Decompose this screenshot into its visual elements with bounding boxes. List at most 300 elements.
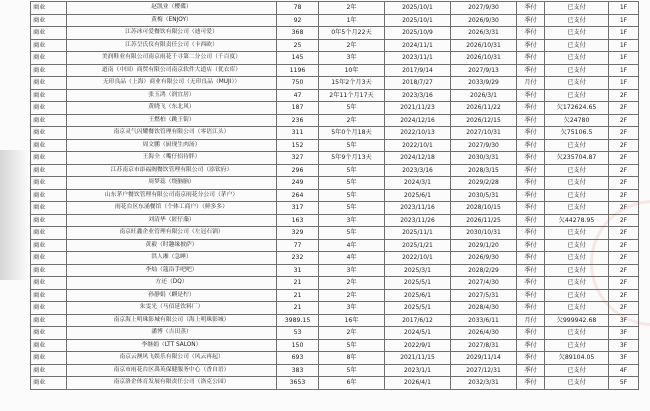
floor-cell: 2F bbox=[609, 152, 639, 165]
payment-status-cell: 已支付 bbox=[545, 277, 609, 290]
end-date-cell: 2026/10/31 bbox=[451, 52, 517, 65]
lease-term-cell: 3年 bbox=[319, 214, 385, 227]
end-date-cell: 2027/9/13 bbox=[451, 64, 517, 77]
type-cell: 商业 bbox=[31, 14, 67, 27]
lease-term-cell: 5年 bbox=[319, 202, 385, 215]
floor-cell: 3F bbox=[609, 352, 639, 365]
lease-term-cell: 2年11个月17天 bbox=[319, 89, 385, 102]
end-date-cell: 2030/3/31 bbox=[451, 152, 517, 165]
payment-cycle-cell: 季付 bbox=[517, 214, 545, 227]
payment-cycle-cell: 季付 bbox=[517, 264, 545, 277]
floor-cell: 1F bbox=[609, 39, 639, 52]
lease-term-cell: 3年 bbox=[319, 52, 385, 65]
payment-cycle-cell: 季付 bbox=[517, 377, 545, 390]
tenant-name-cell: 江苏呈氏仪有限责任公司（卡西欧） bbox=[67, 39, 277, 52]
lease-table-body bbox=[31, 2, 639, 390]
area-cell: 3653 bbox=[277, 377, 319, 390]
tenant-name-cell: 黄晓飞（东北风） bbox=[67, 102, 277, 115]
start-date-cell: 2025/5/1 bbox=[385, 302, 451, 315]
end-date-cell: 2028/4/30 bbox=[451, 302, 517, 315]
type-cell: 商业 bbox=[31, 164, 67, 177]
payment-cycle-cell: 季付 bbox=[517, 277, 545, 290]
end-date-cell: 2026/9/30 bbox=[451, 252, 517, 265]
area-cell: 317 bbox=[277, 202, 319, 215]
area-cell: 327 bbox=[277, 152, 319, 165]
tenant-name-cell: 黄梅（ENJOY） bbox=[67, 14, 277, 27]
table-row bbox=[31, 64, 639, 77]
payment-cycle-cell: 季付 bbox=[517, 39, 545, 52]
lease-term-cell: 2年 bbox=[319, 2, 385, 15]
end-date-cell: 2026/12/15 bbox=[451, 114, 517, 127]
lease-term-cell: 2年 bbox=[319, 114, 385, 127]
floor-cell: 3F bbox=[609, 339, 639, 352]
payment-cycle-cell: 季付 bbox=[517, 139, 545, 152]
floor-cell: 2F bbox=[609, 227, 639, 240]
type-cell: 商业 bbox=[31, 189, 67, 202]
table-row bbox=[31, 264, 639, 277]
table-row bbox=[31, 239, 639, 252]
lease-term-cell: 4年 bbox=[319, 252, 385, 265]
tenant-name-cell: 南京云澳风飞娱乐有限公司（风云再起） bbox=[67, 352, 277, 365]
table-row bbox=[31, 314, 639, 327]
end-date-cell: 2026/4/30 bbox=[451, 327, 517, 340]
floor-cell: 2F bbox=[609, 239, 639, 252]
area-cell: 187 bbox=[277, 102, 319, 115]
table-row bbox=[31, 152, 639, 165]
area-cell: 311 bbox=[277, 127, 319, 140]
tenant-name-cell: 南京市雨花台区禹英保健服务中心（香自语） bbox=[67, 364, 277, 377]
type-cell: 商业 bbox=[31, 214, 67, 227]
payment-status-cell: 已支付 bbox=[545, 77, 609, 90]
end-date-cell: 2027/9/30 bbox=[451, 139, 517, 152]
payment-cycle-cell: 季付 bbox=[517, 102, 545, 115]
floor-cell: 2F bbox=[609, 139, 639, 152]
table-row bbox=[31, 377, 639, 390]
area-cell: 296 bbox=[277, 164, 319, 177]
type-cell: 商业 bbox=[31, 239, 67, 252]
lease-term-cell: 5年 bbox=[319, 339, 385, 352]
payment-cycle-cell: 月付 bbox=[517, 77, 545, 90]
payment-cycle-cell: 季付 bbox=[517, 14, 545, 27]
table-row bbox=[31, 114, 639, 127]
start-date-cell: 2023/3/16 bbox=[385, 89, 451, 102]
payment-status-cell: 已支付 bbox=[545, 364, 609, 377]
area-cell: 264 bbox=[277, 189, 319, 202]
start-date-cell: 2024/11/1 bbox=[385, 39, 451, 52]
start-date-cell: 2023/11/26 bbox=[385, 214, 451, 227]
table-row bbox=[31, 302, 639, 315]
type-cell: 商业 bbox=[31, 252, 67, 265]
payment-cycle-cell: 季付 bbox=[517, 289, 545, 302]
tenant-name-cell: 美润鞋业有限公司南京雨花千寻第二分公司（千百度） bbox=[67, 52, 277, 65]
tenant-name-cell: 雨花台区东涌餐馆（个体工商户）（鲜多多） bbox=[67, 202, 277, 215]
table-row bbox=[31, 77, 639, 90]
table-row bbox=[31, 2, 639, 15]
floor-cell: 4F bbox=[609, 364, 639, 377]
floor-cell: 2F bbox=[609, 264, 639, 277]
lease-term-cell: 4年 bbox=[319, 239, 385, 252]
floor-cell: 2F bbox=[609, 302, 639, 315]
type-cell: 商业 bbox=[31, 52, 67, 65]
lease-term-cell: 5年 bbox=[319, 139, 385, 152]
type-cell: 商业 bbox=[31, 152, 67, 165]
table-row bbox=[31, 202, 639, 215]
table-row bbox=[31, 177, 639, 190]
tenant-name-cell: 南京旺鑫企业管理有限公司（左冠石锅） bbox=[67, 227, 277, 240]
payment-cycle-cell: 季付 bbox=[517, 152, 545, 165]
start-date-cell: 2025/10/1 bbox=[385, 14, 451, 27]
type-cell: 商业 bbox=[31, 289, 67, 302]
table-row bbox=[31, 339, 639, 352]
payment-cycle-cell: 季付 bbox=[517, 114, 545, 127]
payment-cycle-cell: 季付 bbox=[517, 52, 545, 65]
type-cell: 商业 bbox=[31, 377, 67, 390]
area-cell: 693 bbox=[277, 352, 319, 365]
tenant-name-cell: 江苏南京市添福阁餐饮管理有限公司（添钦府） bbox=[67, 164, 277, 177]
tenant-name-cell: 朱雯光（马佰延饮料厂） bbox=[67, 302, 277, 315]
start-date-cell: 2026/4/1 bbox=[385, 377, 451, 390]
area-cell: 383 bbox=[277, 364, 319, 377]
table-row bbox=[31, 14, 639, 27]
type-cell: 商业 bbox=[31, 27, 67, 40]
payment-cycle-cell: 季付 bbox=[517, 227, 545, 240]
lease-term-cell: 5年 bbox=[319, 177, 385, 190]
payment-cycle-cell: 月付 bbox=[517, 314, 545, 327]
area-cell: 77 bbox=[277, 239, 319, 252]
lease-term-cell: 2年 bbox=[319, 289, 385, 302]
start-date-cell: 2022/10/13 bbox=[385, 127, 451, 140]
lease-term-cell: 5年 bbox=[319, 164, 385, 177]
floor-cell: 2F bbox=[609, 289, 639, 302]
tenant-name-cell: 王燃柏（跳王街） bbox=[67, 114, 277, 127]
payment-cycle-cell: 季付 bbox=[517, 189, 545, 202]
payment-cycle-cell: 季付 bbox=[517, 177, 545, 190]
floor-cell: 2F bbox=[609, 127, 639, 140]
floor-cell: 5F bbox=[609, 377, 639, 390]
end-date-cell: 2027/12/31 bbox=[451, 364, 517, 377]
tenant-name-cell: 南京灵气闪耀餐饮管理有限公司（零语江头） bbox=[67, 127, 277, 140]
end-date-cell: 2029/11/14 bbox=[451, 352, 517, 365]
payment-cycle-cell: 季付 bbox=[517, 327, 545, 340]
type-cell: 商业 bbox=[31, 139, 67, 152]
area-cell: 21 bbox=[277, 277, 319, 290]
start-date-cell: 2025/10/1 bbox=[385, 2, 451, 15]
payment-cycle-cell: 季付 bbox=[517, 89, 545, 102]
floor-cell: 2F bbox=[609, 89, 639, 102]
tenant-name-cell: 周文鹏（厨现生肉汤） bbox=[67, 139, 277, 152]
start-date-cell: 2017/6/12 bbox=[385, 314, 451, 327]
payment-cycle-cell: 季付 bbox=[517, 164, 545, 177]
end-date-cell: 2027/4/30 bbox=[451, 277, 517, 290]
table-row bbox=[31, 139, 639, 152]
lease-term-cell: 2年 bbox=[319, 277, 385, 290]
payment-status-cell: 已支付 bbox=[545, 202, 609, 215]
payment-status-cell: 已支付 bbox=[545, 189, 609, 202]
end-date-cell: 2026/3/31 bbox=[451, 27, 517, 40]
floor-cell: 2F bbox=[609, 202, 639, 215]
table-row bbox=[31, 277, 639, 290]
end-date-cell: 2030/10/31 bbox=[451, 227, 517, 240]
start-date-cell: 2022/10/1 bbox=[385, 139, 451, 152]
start-date-cell: 2025/10/9 bbox=[385, 27, 451, 40]
lease-term-cell: 5年9个月13天 bbox=[319, 152, 385, 165]
lease-term-cell: 8年 bbox=[319, 352, 385, 365]
floor-cell: 1F bbox=[609, 77, 639, 90]
area-cell: 249 bbox=[277, 177, 319, 190]
end-date-cell: 2028/2/29 bbox=[451, 264, 517, 277]
area-cell: 145 bbox=[277, 52, 319, 65]
end-date-cell: 2027/9/30 bbox=[451, 2, 517, 15]
payment-cycle-cell: 季付 bbox=[517, 202, 545, 215]
tenant-name-cell: 李继娟（LTT SALON） bbox=[67, 339, 277, 352]
tenant-name-cell: 王海全（嘴仔招待胖） bbox=[67, 152, 277, 165]
payment-status-cell: 欠999942.68 bbox=[545, 314, 609, 327]
payment-status-cell: 已支付 bbox=[545, 89, 609, 102]
area-cell: 329 bbox=[277, 227, 319, 240]
floor-cell: 2F bbox=[609, 252, 639, 265]
start-date-cell: 2025/1/21 bbox=[385, 239, 451, 252]
payment-status-cell: 欠75106.5 bbox=[545, 127, 609, 140]
payment-status-cell: 欠89104.05 bbox=[545, 352, 609, 365]
floor-cell: 2F bbox=[609, 114, 639, 127]
payment-status-cell: 已支付 bbox=[545, 52, 609, 65]
lease-term-cell: 2年 bbox=[319, 39, 385, 52]
lease-term-cell: 2年 bbox=[319, 327, 385, 340]
payment-cycle-cell: 季付 bbox=[517, 2, 545, 15]
type-cell: 商业 bbox=[31, 314, 67, 327]
lease-term-cell: 5年0个月18天 bbox=[319, 127, 385, 140]
type-cell: 商业 bbox=[31, 339, 67, 352]
payment-status-cell: 欠235704.87 bbox=[545, 152, 609, 165]
payment-status-cell: 已支付 bbox=[545, 177, 609, 190]
area-cell: 25 bbox=[277, 39, 319, 52]
type-cell: 商业 bbox=[31, 327, 67, 340]
end-date-cell: 2033/9/29 bbox=[451, 77, 517, 90]
table-row bbox=[31, 164, 639, 177]
end-date-cell: 2032/3/31 bbox=[451, 377, 517, 390]
table-row bbox=[31, 289, 639, 302]
start-date-cell: 2024/12/18 bbox=[385, 152, 451, 165]
floor-cell: 1F bbox=[609, 14, 639, 27]
area-cell: 232 bbox=[277, 252, 319, 265]
floor-cell: 3F bbox=[609, 327, 639, 340]
floor-cell: 2F bbox=[609, 189, 639, 202]
tenant-name-cell: 江苏冰可爱餐饮有限公司（迪可爱） bbox=[67, 27, 277, 40]
tenant-name-cell: 孙静娟（麒是柠） bbox=[67, 289, 277, 302]
payment-status-cell: 已支付 bbox=[545, 239, 609, 252]
tenant-name-cell: 道南（中国）商贸有限公司南京软件大道店（优衣库） bbox=[67, 64, 277, 77]
end-date-cell: 2027/8/31 bbox=[451, 339, 517, 352]
payment-status-cell: 已支付 bbox=[545, 39, 609, 52]
end-date-cell: 2028/10/15 bbox=[451, 202, 517, 215]
floor-cell: 2F bbox=[609, 164, 639, 177]
start-date-cell: 2022/10/1 bbox=[385, 252, 451, 265]
payment-status-cell: 已支付 bbox=[545, 302, 609, 315]
table-row bbox=[31, 39, 639, 52]
area-cell: 152 bbox=[277, 139, 319, 152]
area-cell: 3989.15 bbox=[277, 314, 319, 327]
area-cell: 21 bbox=[277, 289, 319, 302]
area-cell: 1196 bbox=[277, 64, 319, 77]
tenant-name-cell: 潘博（吉田蒸） bbox=[67, 327, 277, 340]
type-cell: 商业 bbox=[31, 39, 67, 52]
start-date-cell: 2023/11/1 bbox=[385, 52, 451, 65]
payment-cycle-cell: 季付 bbox=[517, 127, 545, 140]
area-cell: 31 bbox=[277, 264, 319, 277]
tenant-name-cell: 南京海上明珠影城有限公司（海上明珠影城） bbox=[67, 314, 277, 327]
lease-term-cell: 1年 bbox=[319, 14, 385, 27]
payment-status-cell: 已支付 bbox=[545, 14, 609, 27]
payment-cycle-cell: 季付 bbox=[517, 239, 545, 252]
start-date-cell: 2021/11/15 bbox=[385, 352, 451, 365]
type-cell: 商业 bbox=[31, 2, 67, 15]
payment-status-cell: 已支付 bbox=[545, 2, 609, 15]
floor-cell: 2F bbox=[609, 177, 639, 190]
lease-term-cell: 5年 bbox=[319, 189, 385, 202]
payment-cycle-cell: 季付 bbox=[517, 27, 545, 40]
start-date-cell: 2024/5/1 bbox=[385, 327, 451, 340]
table-row bbox=[31, 327, 639, 340]
type-cell: 商业 bbox=[31, 177, 67, 190]
area-cell: 53 bbox=[277, 327, 319, 340]
table-row bbox=[31, 352, 639, 365]
start-date-cell: 2022/9/1 bbox=[385, 339, 451, 352]
type-cell: 商业 bbox=[31, 352, 67, 365]
table-row bbox=[31, 227, 639, 240]
area-cell: 750 bbox=[277, 77, 319, 90]
payment-status-cell: 已支付 bbox=[545, 64, 609, 77]
end-date-cell: 2027/5/31 bbox=[451, 289, 517, 302]
end-date-cell: 2026/3/1 bbox=[451, 89, 517, 102]
table-row bbox=[31, 127, 639, 140]
lease-table bbox=[30, 1, 639, 390]
end-date-cell: 2030/5/31 bbox=[451, 189, 517, 202]
payment-status-cell: 欠44278.95 bbox=[545, 214, 609, 227]
payment-cycle-cell: 季付 bbox=[517, 252, 545, 265]
end-date-cell: 2026/11/22 bbox=[451, 102, 517, 115]
lease-term-cell: 3年 bbox=[319, 302, 385, 315]
tenant-name-cell: 南京洛企体育发展有限责任公司（洛克公园） bbox=[67, 377, 277, 390]
table-row bbox=[31, 102, 639, 115]
lease-term-cell: 5年 bbox=[319, 102, 385, 115]
area-cell: 78 bbox=[277, 2, 319, 15]
payment-status-cell: 已支付 bbox=[545, 339, 609, 352]
floor-cell: 1F bbox=[609, 27, 639, 40]
lease-term-cell: 15年2个月3天 bbox=[319, 77, 385, 90]
start-date-cell: 2018/7/27 bbox=[385, 77, 451, 90]
tenant-name-cell: 山东茅户餐饮管理有限公司南京雨花分公司（茅户） bbox=[67, 189, 277, 202]
payment-cycle-cell: 季付 bbox=[517, 339, 545, 352]
tenant-name-cell: 刘清华（匿仔藻） bbox=[67, 214, 277, 227]
area-cell: 236 bbox=[277, 114, 319, 127]
table-row bbox=[31, 27, 639, 40]
start-date-cell: 2025/6/1 bbox=[385, 289, 451, 302]
tenant-name-cell: 赵凯业（樱碟） bbox=[67, 2, 277, 15]
area-cell: 92 bbox=[277, 14, 319, 27]
table-row bbox=[31, 252, 639, 265]
type-cell: 商业 bbox=[31, 127, 67, 140]
start-date-cell: 2017/9/14 bbox=[385, 64, 451, 77]
table-row bbox=[31, 189, 639, 202]
floor-cell: 2F bbox=[609, 214, 639, 227]
type-cell: 商业 bbox=[31, 77, 67, 90]
tenant-name-cell: 无印良品（上海）商业有限公司（无印良品（MUJI）） bbox=[67, 77, 277, 90]
start-date-cell: 2025/5/1 bbox=[385, 277, 451, 290]
lease-term-cell: 5年 bbox=[319, 227, 385, 240]
start-date-cell: 2024/3/1 bbox=[385, 177, 451, 190]
tenant-name-cell: 黄毅（时趣缘披萨） bbox=[67, 239, 277, 252]
start-date-cell: 2025/11/1 bbox=[385, 227, 451, 240]
tenant-name-cell: 李灿（蔻沿手吧吧） bbox=[67, 264, 277, 277]
type-cell: 商业 bbox=[31, 364, 67, 377]
type-cell: 商业 bbox=[31, 264, 67, 277]
start-date-cell: 2023/11/16 bbox=[385, 202, 451, 215]
type-cell: 商业 bbox=[31, 64, 67, 77]
type-cell: 商业 bbox=[31, 202, 67, 215]
end-date-cell: 2026/9/30 bbox=[451, 14, 517, 27]
lease-term-cell: 10年 bbox=[319, 64, 385, 77]
payment-cycle-cell: 季付 bbox=[517, 302, 545, 315]
table-row bbox=[31, 52, 639, 65]
tenant-name-cell: 张玉鸿（润宜居） bbox=[67, 89, 277, 102]
payment-cycle-cell: 季付 bbox=[517, 64, 545, 77]
area-cell: 21 bbox=[277, 302, 319, 315]
table-row bbox=[31, 214, 639, 227]
payment-status-cell: 已支付 bbox=[545, 327, 609, 340]
payment-status-cell: 已支付 bbox=[545, 164, 609, 177]
start-date-cell: 2023/3/16 bbox=[385, 164, 451, 177]
payment-status-cell: 欠24780 bbox=[545, 114, 609, 127]
area-cell: 368 bbox=[277, 27, 319, 40]
floor-cell: 3F bbox=[609, 314, 639, 327]
payment-status-cell: 已支付 bbox=[545, 252, 609, 265]
type-cell: 商业 bbox=[31, 302, 67, 315]
tenant-name-cell: 周梦蕊（绕脑脑） bbox=[67, 177, 277, 190]
floor-cell: 2F bbox=[609, 102, 639, 115]
payment-status-cell: 已支付 bbox=[545, 264, 609, 277]
end-date-cell: 2029/2/28 bbox=[451, 177, 517, 190]
payment-cycle-cell: 季付 bbox=[517, 352, 545, 365]
end-date-cell: 2026/10/31 bbox=[451, 39, 517, 52]
end-date-cell: 2026/11/25 bbox=[451, 214, 517, 227]
end-date-cell: 2027/10/31 bbox=[451, 127, 517, 140]
type-cell: 商业 bbox=[31, 89, 67, 102]
end-date-cell: 2028/3/15 bbox=[451, 164, 517, 177]
payment-status-cell: 已支付 bbox=[545, 139, 609, 152]
table-row bbox=[31, 89, 639, 102]
floor-cell: 1F bbox=[609, 64, 639, 77]
area-cell: 163 bbox=[277, 214, 319, 227]
tenant-name-cell: 方还（DQ） bbox=[67, 277, 277, 290]
start-date-cell: 2021/11/23 bbox=[385, 102, 451, 115]
payment-status-cell: 已支付 bbox=[545, 27, 609, 40]
type-cell: 商业 bbox=[31, 227, 67, 240]
start-date-cell: 2025/3/1 bbox=[385, 264, 451, 277]
floor-cell: 1F bbox=[609, 2, 639, 15]
type-cell: 商业 bbox=[31, 277, 67, 290]
lease-term-cell: 5年 bbox=[319, 364, 385, 377]
area-cell: 150 bbox=[277, 339, 319, 352]
floor-cell: 1F bbox=[609, 52, 639, 65]
lease-term-cell: 0年5个月22天 bbox=[319, 27, 385, 40]
payment-status-cell: 已支付 bbox=[545, 377, 609, 390]
tenant-name-cell: 洪人湘（急睡） bbox=[67, 252, 277, 265]
page-fold-shadow bbox=[0, 150, 28, 280]
payment-cycle-cell: 季付 bbox=[517, 364, 545, 377]
type-cell: 商业 bbox=[31, 114, 67, 127]
lease-term-cell: 3年 bbox=[319, 264, 385, 277]
payment-status-cell: 已支付 bbox=[545, 289, 609, 302]
